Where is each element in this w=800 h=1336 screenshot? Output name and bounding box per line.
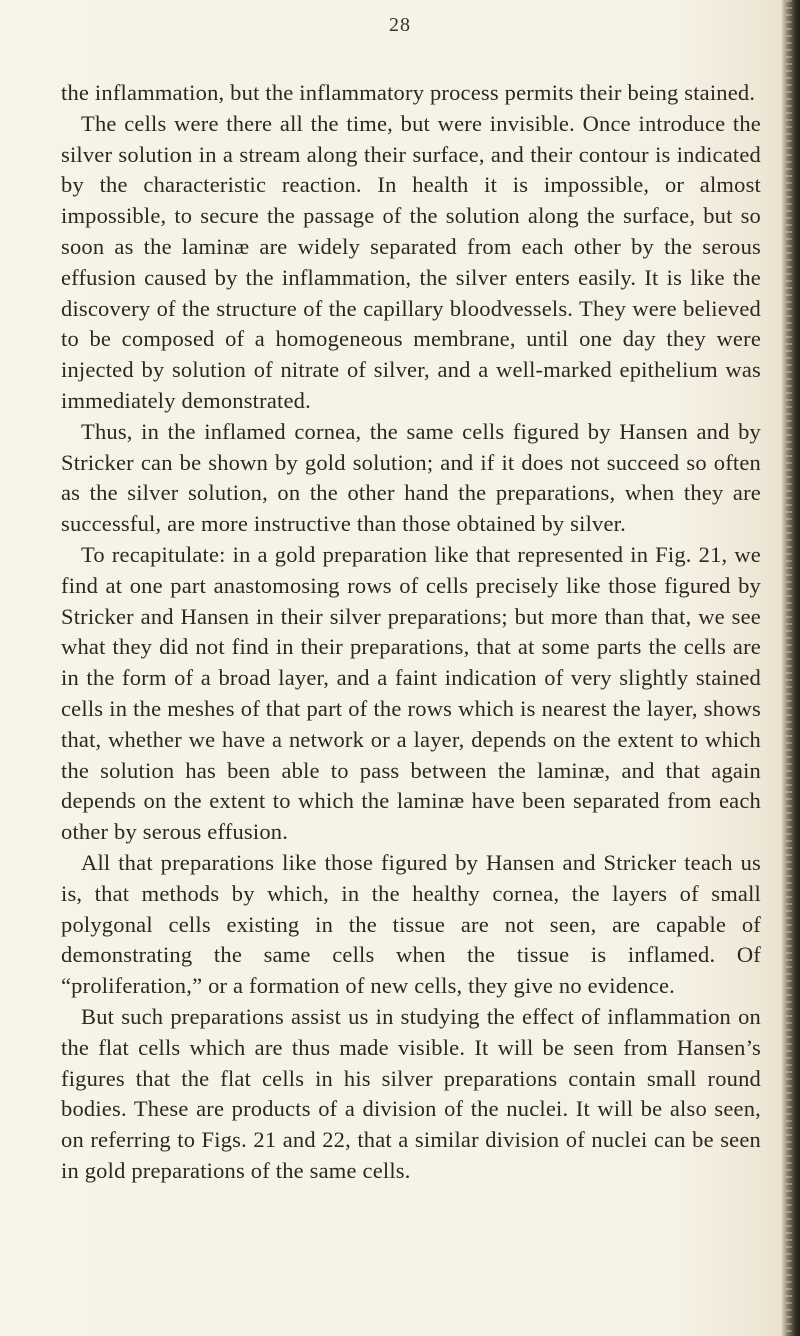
page-edge <box>782 0 800 1336</box>
page-number: 28 <box>389 14 411 36</box>
paragraph-4: To recapitulate: in a gold preparation like that represented in Fig. 21, we find at one part anastomosing rows of cells precisely like those figured by Stricker and Hansen in their silver preparations; but more than that, we see what they did not find in their preparations, that at some parts the cells are in the form of a broad layer, and a faint indication of very slightly stained cells in the meshes of that part of the rows which is nearest the layer, shows that, whether we have a network or a layer, depends on the extent to which the solution has been able to pass between the laminæ, and that again depends on the extent to which the laminæ have been separated from each other by serous effusion. <box>61 541 761 845</box>
body-text <box>61 78 761 1187</box>
paragraph-6: But such preparations assist us in studying the effect of inflammation on the flat cells which are thus made visible. It will be seen from Hansen’s figures that the flat cells in his silver preparations contain small round bodies. These are products of a division of the nuclei. It will be also seen, on referring to Figs. 21 and 22, that a similar division of nuclei can be seen in gold preparations of the same cells. <box>61 1003 761 1183</box>
paragraph-5: All that preparations like those figured by Hansen and Stricker teach us is, that methods by which, in the healthy cornea, the layers of small polygonal cells existing in the tissue are not seen, are capable of demonstrating the same cells when the tissue is inflamed. Of “proliferation,” or a formation of new cells, they give no evidence. <box>61 849 761 999</box>
paragraph-3: Thus, in the inflamed cornea, the same cells figured by Hansen and by Stricker can be shown by gold solution; and if it does not succeed so often as the silver solution, on the other hand the preparations, when they are successful, are more instructive than those obtained by silver. <box>61 418 761 537</box>
paragraph-2: The cells were there all the time, but were invisible. Once introduce the silver solution in a stream along their surface, and their contour is indicated by the characteristic reaction. In health it is impossible, or almost impossible, to secure the passage of the solution along the surface, but so soon as the laminæ are widely separated from each other by the serous effusion caused by the inflammation, the silver enters easily. It is like the discovery of the structure of the capillary bloodvessels. They were believed to be composed of a homogeneous membrane, until one day they were injected by solution of nitrate of silver, and a well-marked epithelium was immediately demonstrated. <box>61 110 761 413</box>
paragraph-1: the inflammation, but the inflammatory process permits their being stained. <box>61 80 756 105</box>
